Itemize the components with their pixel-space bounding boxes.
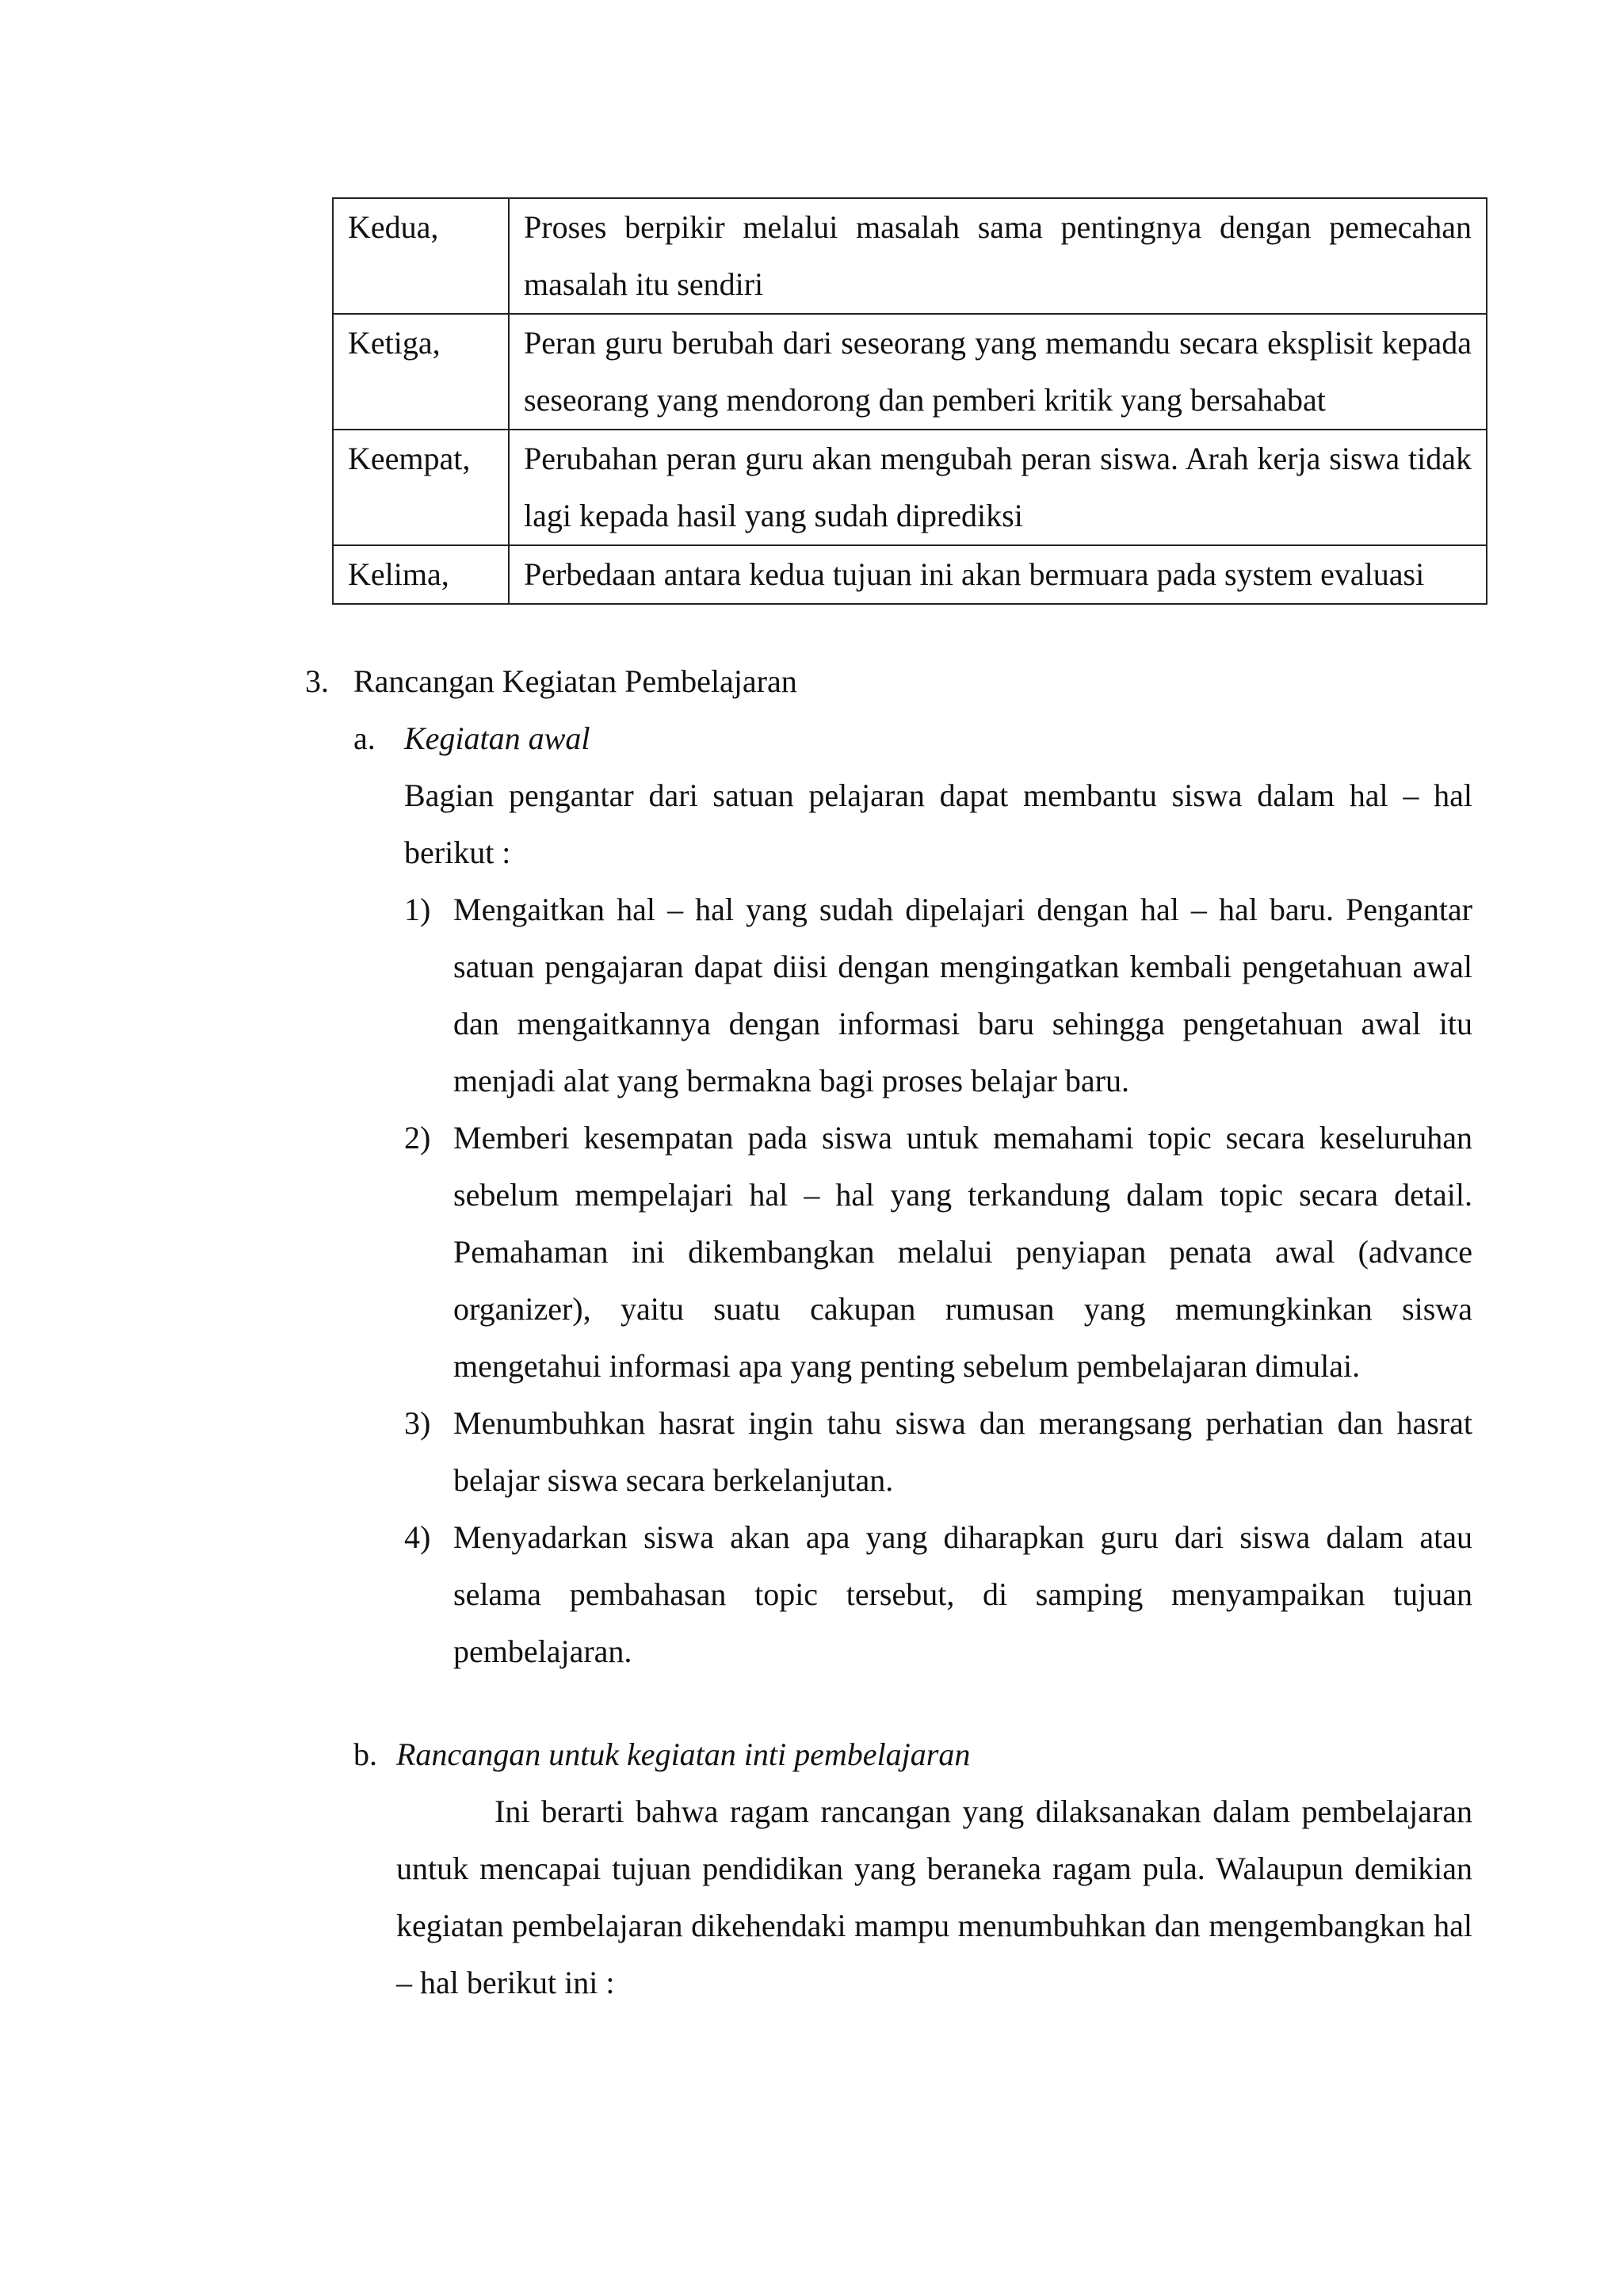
list-item bbox=[404, 1110, 1472, 1395]
table-row bbox=[333, 545, 1487, 604]
subsection-a-marker: a. bbox=[353, 720, 376, 756]
row-label: Keempat, bbox=[333, 430, 509, 545]
list-item-number: 3) bbox=[404, 1405, 431, 1441]
list-item-text: Memberi kesempatan pada siswa untuk memahami topic secara keseluruhan sebelum mempelajari hal – hal yang terkandung dalam topic secara detail. Pemahaman ini dikembangkan melalui penyiapan penata awal (advance organizer), yaitu suatu cakupan rumusan yang memungkinkan siswa mengetahui informasi apa yang penting sebelum pembelajaran dimulai. bbox=[453, 1120, 1472, 1384]
row-label: Kelima, bbox=[333, 545, 509, 604]
list-item-number: 2) bbox=[404, 1120, 431, 1156]
subsection-b-marker: b. bbox=[353, 1736, 377, 1772]
row-label: Ketiga, bbox=[333, 314, 509, 430]
subsection-b-title: Rancangan untuk kegiatan inti pembelajaran bbox=[396, 1736, 971, 1772]
subsection-a-intro: Bagian pengantar dari satuan pelajaran dapat membantu siswa dalam hal – hal berikut : bbox=[404, 777, 1472, 870]
list-item-text: Menumbuhkan hasrat ingin tahu siswa dan merangsang perhatian dan hasrat belajar siswa secara berkelanjutan. bbox=[453, 1405, 1472, 1498]
table-row bbox=[333, 198, 1487, 314]
table-row bbox=[333, 430, 1487, 545]
list-item-number: 1) bbox=[404, 892, 431, 927]
table-row bbox=[333, 314, 1487, 430]
row-text: Perubahan peran guru akan mengubah peran siswa. Arah kerja siswa tidak lagi kepada hasil yang sudah diprediksi bbox=[509, 430, 1487, 545]
criteria-table bbox=[332, 197, 1487, 605]
row-text: Peran guru berubah dari seseorang yang memandu secara eksplisit kepada seseorang yang mendorong dan pemberi kritik yang bersahabat bbox=[509, 314, 1487, 430]
row-text: Perbedaan antara kedua tujuan ini akan bermuara pada system evaluasi bbox=[509, 545, 1487, 604]
list-item-text: Menyadarkan siswa akan apa yang diharapkan guru dari siswa dalam atau selama pembahasan topic tersebut, di samping menyampaikan tujuan pembelajaran. bbox=[453, 1519, 1472, 1669]
section-number: 3. bbox=[305, 663, 329, 699]
list-item bbox=[404, 881, 1472, 1110]
list-item bbox=[404, 1395, 1472, 1509]
subsection-a-title: Kegiatan awal bbox=[404, 720, 590, 756]
subsection-b-paragraph: Ini berarti bahwa ragam rancangan yang dilaksanakan dalam pembelajaran untuk mencapai tujuan pendidikan yang beraneka ragam pula. Walaupun demikian kegiatan pembelajaran dikehendaki mampu menumbuhkan dan mengembangkan hal – hal berikut ini : bbox=[396, 1794, 1472, 2000]
row-label: Kedua, bbox=[333, 198, 509, 314]
list-item bbox=[404, 1509, 1472, 1680]
section-title: Rancangan Kegiatan Pembelajaran bbox=[353, 663, 797, 699]
list-item-number: 4) bbox=[404, 1519, 431, 1555]
list-item-text: Mengaitkan hal – hal yang sudah dipelajari dengan hal – hal baru. Pengantar satuan pengajaran dapat diisi dengan mengingatkan kembali pengetahuan awal dan mengaitkannya dengan informasi baru sehingga pengetahuan awal itu menjadi alat yang bermakna bagi proses belajar baru. bbox=[453, 892, 1472, 1098]
row-text: Proses berpikir melalui masalah sama pentingnya dengan pemecahan masalah itu sendiri bbox=[509, 198, 1487, 314]
